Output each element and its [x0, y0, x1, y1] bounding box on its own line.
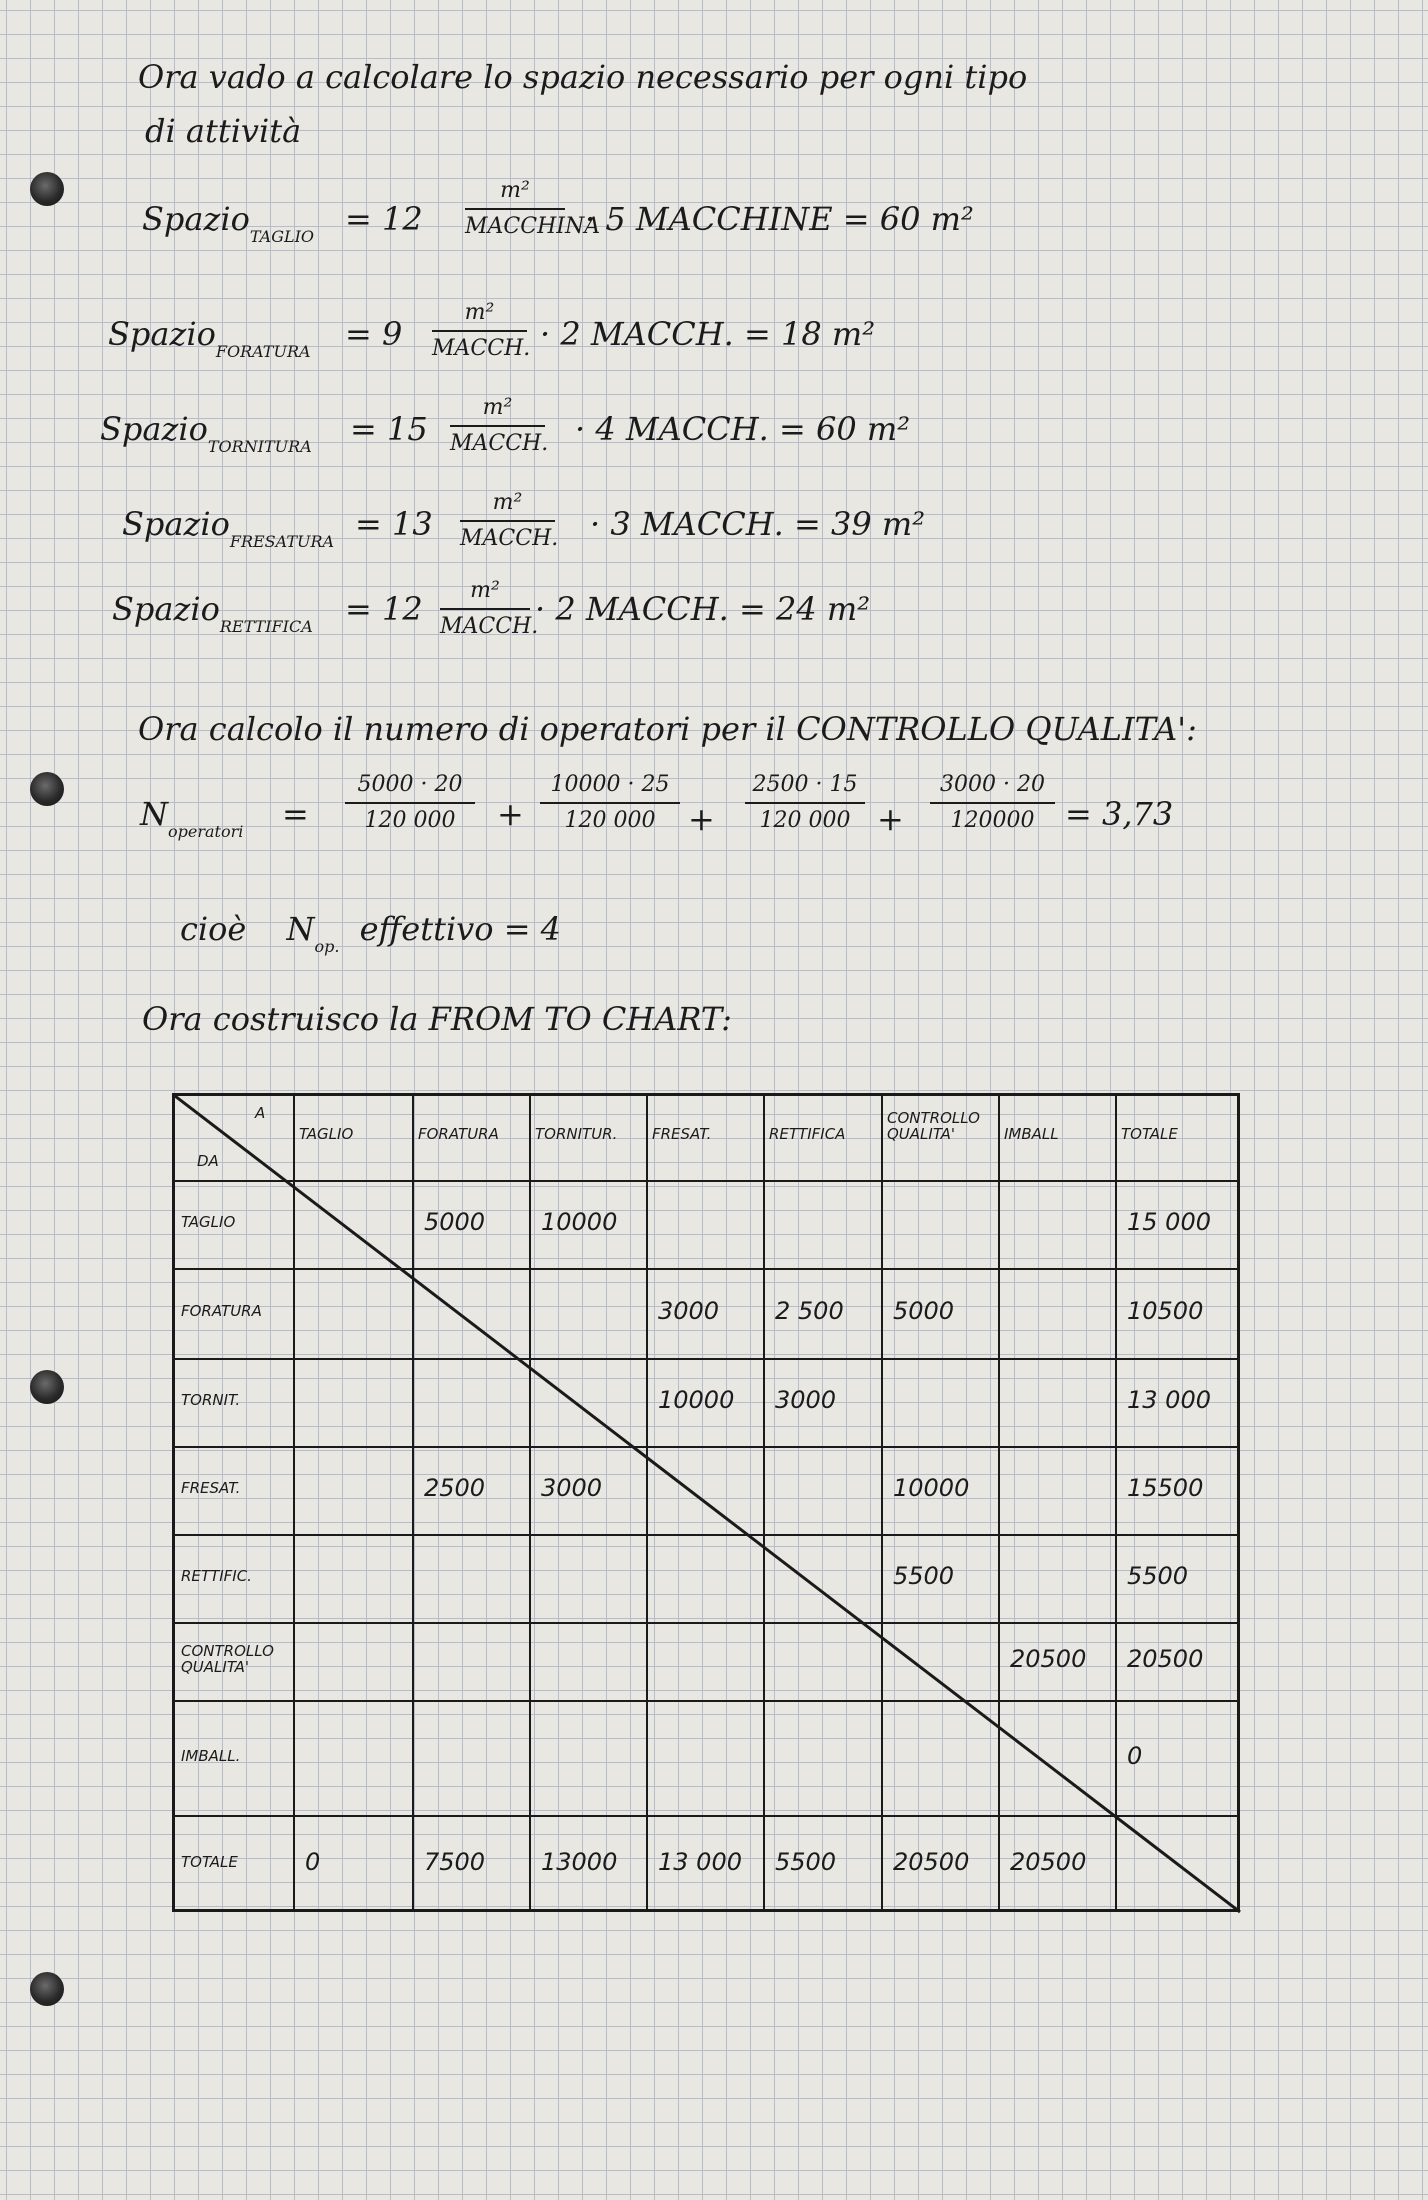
space-unit-den: MACCHINA	[465, 214, 601, 239]
chart-column-divider	[1115, 1096, 1117, 1909]
row-header: FORATURA	[181, 1302, 262, 1320]
row-header: TOTALE	[181, 1852, 238, 1871]
from-to-chart	[172, 1093, 1240, 1912]
space-label: Spazio	[122, 505, 230, 543]
table-cell: 13 000	[658, 1847, 742, 1876]
binder-hole	[30, 1972, 64, 2006]
chart-column-divider	[881, 1096, 883, 1909]
fraction-den: 120 000	[364, 808, 456, 833]
table-cell: 15500	[1127, 1474, 1204, 1502]
chart-column-divider	[646, 1096, 648, 1909]
table-cell: 13 000	[1127, 1386, 1211, 1414]
table-cell: 15 000	[1127, 1208, 1211, 1236]
table-cell: 13000	[541, 1847, 618, 1876]
column-header: CONTROLLO QUALITA'	[887, 1109, 980, 1143]
table-cell: 20500	[1010, 1847, 1087, 1876]
operators-n-sub: operatori	[168, 822, 244, 841]
binder-hole	[30, 172, 64, 206]
column-header: TOTALE	[1121, 1125, 1178, 1143]
table-cell: 20500	[893, 1847, 970, 1876]
space-coef: = 12	[345, 590, 423, 628]
space-unit-den: MACCH.	[432, 336, 531, 361]
effective-n: N	[286, 910, 315, 948]
fraction-den: 120000	[950, 808, 1035, 833]
chart-row-divider	[175, 1622, 1237, 1624]
column-header: IMBALL	[1004, 1125, 1059, 1143]
chart-diagonal-line	[175, 1096, 1240, 1912]
space-unit-den: MACCH.	[460, 526, 559, 551]
fraction-num: 5000 · 20	[357, 772, 463, 797]
table-cell: 20500	[1127, 1645, 1204, 1673]
table-cell: 3000	[541, 1474, 603, 1502]
row-header: TAGLIO	[181, 1213, 236, 1231]
fraction-den: 120 000	[564, 808, 656, 833]
space-sub: FRESATURA	[229, 532, 335, 551]
chart-column-divider	[412, 1096, 414, 1909]
row-header: TORNIT.	[181, 1391, 241, 1409]
space-label: Spazio	[142, 200, 250, 238]
table-cell: 5500	[893, 1562, 955, 1590]
effective-rest: effettivo = 4	[359, 910, 562, 948]
table-cell: 0	[305, 1847, 321, 1876]
intro-line-2: di attività	[145, 112, 302, 150]
space-unit-num: m²	[500, 178, 530, 203]
space-unit-fraction	[460, 490, 559, 552]
space-mult: · 4 MACCH. = 60 m²	[575, 410, 911, 448]
table-cell: 5000	[424, 1208, 486, 1236]
chart-column-divider	[293, 1096, 295, 1909]
binder-hole	[30, 1370, 64, 1404]
column-header: TAGLIO	[299, 1125, 354, 1143]
space-unit-num: m²	[492, 490, 523, 515]
space-label: Spazio	[108, 315, 216, 353]
binder-hole	[30, 772, 64, 806]
chart-row-divider	[175, 1268, 1237, 1270]
table-cell: 20500	[1010, 1645, 1087, 1673]
column-header: FRESAT.	[652, 1125, 712, 1143]
chart-row-divider	[175, 1446, 1237, 1448]
operators-equals: =	[282, 795, 309, 833]
space-unit-den: MACCH.	[450, 431, 549, 456]
table-cell: 3000	[658, 1297, 720, 1325]
corner-from-label: DA	[197, 1152, 219, 1170]
chart-diagonal-layer	[175, 1096, 1243, 1915]
chart-row-divider	[175, 1534, 1237, 1536]
table-cell: 10000	[658, 1386, 735, 1414]
space-unit-fraction	[465, 178, 601, 240]
space-unit-num: m²	[482, 395, 513, 420]
chart-row-divider	[175, 1700, 1237, 1702]
space-unit-fraction	[450, 395, 549, 457]
operators-effective	[180, 910, 562, 956]
chart-row-divider	[175, 1180, 1237, 1182]
space-unit-fraction	[432, 300, 531, 362]
operators-fraction-3	[745, 772, 865, 834]
operators-fraction-2	[540, 772, 680, 834]
space-unit-num: m²	[470, 578, 500, 603]
table-cell: 0	[1127, 1741, 1143, 1770]
space-label: Spazio	[100, 410, 208, 448]
plus-sign: +	[688, 800, 715, 838]
row-header: FRESAT.	[181, 1479, 241, 1497]
chart-row-divider	[175, 1815, 1237, 1817]
fraction-num: 3000 · 20	[940, 772, 1045, 797]
table-cell: 7500	[424, 1847, 486, 1876]
effective-prefix: cioè	[180, 910, 247, 948]
space-mult: · 2 MACCH. = 18 m²	[540, 315, 876, 353]
operators-fraction-4	[930, 772, 1055, 834]
chart-row-divider	[175, 1358, 1237, 1360]
row-header: CONTROLLO QUALITA'	[181, 1642, 274, 1676]
column-header: TORNITUR.	[535, 1125, 618, 1143]
table-cell: 10500	[1127, 1297, 1204, 1325]
space-label: Spazio	[112, 590, 220, 628]
table-cell: 3000	[775, 1386, 837, 1414]
table-cell: 5500	[775, 1847, 837, 1876]
fraction-den: 120 000	[759, 808, 851, 833]
fraction-num: 2500 · 15	[752, 772, 858, 797]
operators-intro: Ora calcolo il numero di operatori per il CONTROLLO QUALITA':	[138, 710, 1197, 748]
operators-fraction-1	[345, 772, 475, 834]
operators-label	[140, 795, 244, 841]
space-mult: · 3 MACCH. = 39 m²	[590, 505, 926, 543]
chart-column-divider	[529, 1096, 531, 1909]
column-header: RETTIFICA	[769, 1125, 846, 1143]
operators-n: N	[140, 795, 168, 833]
chart-column-divider	[998, 1096, 1000, 1909]
plus-sign: +	[877, 800, 904, 838]
space-sub: TORNITURA	[207, 437, 312, 456]
space-unit-num: m²	[464, 300, 495, 325]
space-unit-fraction	[440, 578, 539, 640]
table-cell: 10000	[893, 1474, 970, 1502]
table-cell: 2500	[424, 1474, 486, 1502]
space-mult: · 2 MACCH. = 24 m²	[535, 590, 871, 628]
table-cell: 5000	[893, 1297, 955, 1325]
row-header: IMBALL.	[181, 1746, 241, 1765]
space-unit-den: MACCH.	[440, 614, 539, 639]
fraction-num: 10000 · 25	[550, 772, 670, 797]
space-coef: = 13	[355, 505, 433, 543]
space-sub: FORATURA	[215, 342, 311, 361]
space-coef: = 9	[345, 315, 403, 353]
operators-result: = 3,73	[1065, 795, 1174, 833]
table-cell: 10000	[541, 1208, 618, 1236]
space-sub: TAGLIO	[249, 227, 315, 246]
effective-n-sub: op.	[314, 937, 340, 956]
column-header: FORATURA	[418, 1125, 499, 1143]
intro-line-1: Ora vado a calcolare lo spazio necessario per ogni tipo	[138, 58, 1028, 96]
table-cell: 5500	[1127, 1562, 1189, 1590]
space-mult: · 5 MACCHINE = 60 m²	[585, 200, 974, 238]
chart-column-divider	[763, 1096, 765, 1909]
space-coef: = 12	[345, 200, 423, 238]
plus-sign: +	[497, 795, 524, 833]
corner-to-label: A	[255, 1104, 266, 1122]
chart-intro: Ora costruisco la FROM TO CHART:	[142, 1000, 732, 1038]
row-header: RETTIFIC.	[181, 1567, 252, 1585]
space-coef: = 15	[350, 410, 428, 448]
table-cell: 2 500	[775, 1297, 844, 1325]
space-sub: RETTIFICA	[219, 617, 313, 636]
